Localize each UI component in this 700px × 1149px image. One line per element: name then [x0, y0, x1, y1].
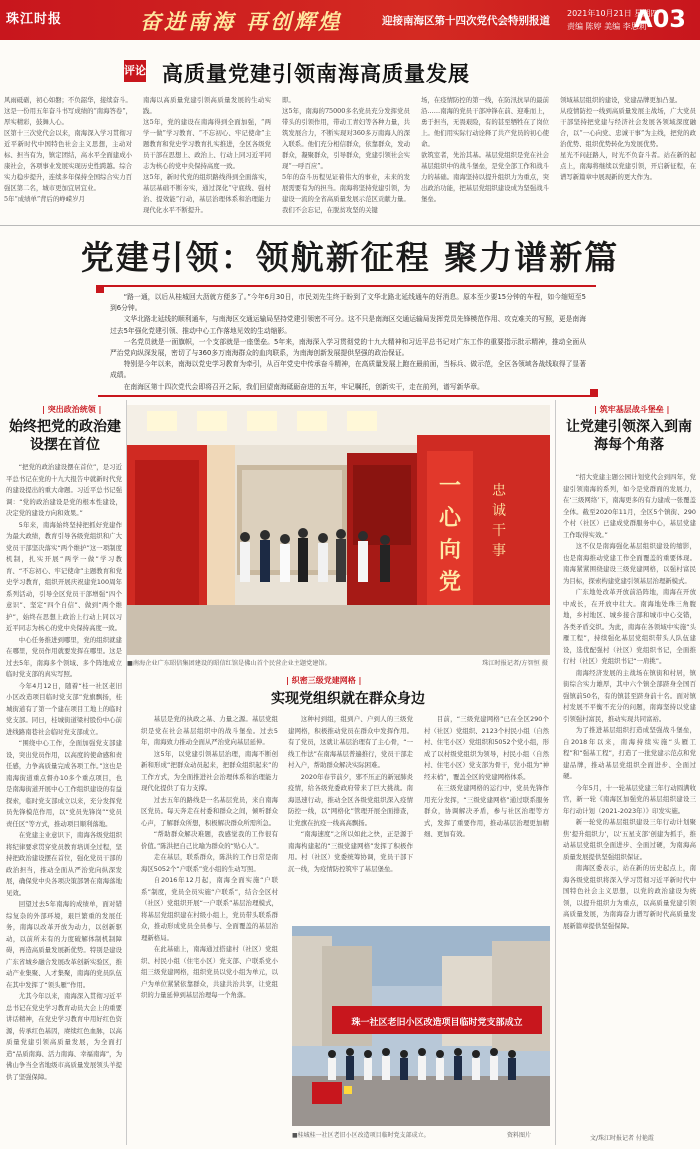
- lead-paragraph: 在南海区第十四次党代会即将召开之际，我们回望南海砥砺奋进的五年，牢记嘱托，创新实干，走在前列，谱写新华章。: [123, 382, 484, 391]
- lead-paragraph: 文华北路北延线的顺利通车，与南海区交通运输局坚持党建引领密不可分。这不只是南海区交通运输局发挥党员先锋模范作用、攻克难关的写照，更是南海过去5年强化党建引领、推动中心工作落地见效的生动缩影。: [110, 315, 586, 335]
- paragraph: 基层是党的执政之基、力量之源。基层党组织是党在社会基层组织中的战斗堡垒。过去5年，南海致力推动全面从严治党向基层延伸。: [141, 715, 278, 746]
- editors-line: 责编 陈婷 美编 李思莉: [567, 22, 647, 31]
- paragraph: 今年4月12日，随着“桂一社区老旧小区改造项目临时党支部”党旗飘扬，桂城街道有了第一个建在项目工地上的临时党支部。同日，桂城街道梁村股份中心前进线路南巷社会临时党支部成立。: [6, 681, 122, 736]
- paragraph: 2020年春节前夕，邪不压正的新冠肺炎疫情，给各级党委政府带来了巨大挑战。南海迅速行动，推动全区各级党组织深入疫情防控一线，以“网格化”管理开展全面排查，让党旗在抗疫一线高高飘扬。: [288, 772, 413, 827]
- main-photo: [127, 405, 550, 655]
- right-section-body: [563, 472, 696, 1132]
- left-section-body: [6, 462, 122, 1144]
- left-section-kicker: | 突出政治统领 |: [42, 405, 102, 414]
- lead-paragraph: 一名党员就是一面旗帜，一个支部就是一座堡垒。5年来，南海深入学习贯彻党的十九大精神和习近平总书记对广东工作的重要指示批示精神，推动全面从严治党向纵深发展，密切了与360多万南海群众的血肉联系，为南海创新发展提供坚强的政治保证。: [110, 337, 586, 358]
- paragraph: 中心任务推进到哪里，党的组织就建在哪里，党员作用就要发挥在哪里。这是过去5年，南海多个领域、多个阵地成立临时党支部的真实写照。: [6, 635, 122, 678]
- small-photo-credit: 资料图片: [507, 1132, 532, 1139]
- right-section-title: 让党建引领深入到南海每个角落: [566, 419, 692, 453]
- commentary-column-5: 领域基层组织的建设，党建品牌更加凸显。 从疫情防控一线到高质量发展主战场，广大党员干部坚持把党建与经济社会发展各领域深度融合，以“一心向党、忠诚干事”为主线，把党的政治优势、组织优势转化为发展优势。 星光不问赶路人，时光不负奋斗者。站在新的起点上，南海将继续以党建引领，开启新征程，在谱写新篇章中展现新的更大作为。: [560, 96, 696, 181]
- paragraph: 在党建主业意识下，南海各级党组织将纪律要求贯穿党员教育培训全过程，坚持把政治建设摆在首位，强化党员干部的政治担当，推动全面从严治党向纵深发展，确保党中央各项决策部署在南海落地见效。: [6, 831, 122, 897]
- issue-date: 2021年10月21日 星期四: [567, 9, 659, 18]
- lead-paragraphs: [110, 292, 586, 393]
- paragraph: “招大党建主题公园计划党代会到四年，党建引领南海的系列，如今是党群面的发展力，在‘三级网络’下，南海更多的有力建成一张覆盖全体。截至2020年11月，全区5个镇街、290个村（社区）已建成党群服务中心，基层党建工作取得实效。”: [563, 473, 696, 539]
- paragraph: 今年5月，十一轮基层党建三年行动圆满收官，新一轮《南海区加强党的基层组织建设三年行动计划（2021-2023年）》印发实施。: [563, 783, 696, 815]
- banner-char: 事: [492, 543, 506, 559]
- paragraph: 5年来，南海始终坚持把抓好党建作为最大政绩，教育引导各级党组织和广大党员干部坚决落实“两个维护”这一项制度机制，扎实开展“两学一做”学习教育、“不忘初心、牢记使命”主题教育和党史学习教育，组织开展庆祝建党100周年系列活动，引导全区党员干部增强“四个意识”、坚定“四个自信”、做到“两个维护”，始终在思想上政治上行动上同以习近平同志为核心的党中央保持高度一致。: [6, 520, 122, 632]
- banner-char: 诚: [492, 503, 506, 519]
- section-divider: [0, 225, 700, 226]
- commentary-column-4: 场，在疫情防控的第一线，在防汛抗旱的最前沿……南海的党员干部冲锋在前、迎难而上，勇于担当，无畏艰险，有的甚至牺牲在了岗位上。他们用实际行动诠释了共产党员的初心使命。 欲筑室者，先治其基。基层党组织是党在社会基层组织中的战斗堡垒，是党全部工作和战斗力的基础。南海坚持以提升组织力为重点，突出政治功能，把基层党组织建设成为坚强战斗堡垒。: [421, 96, 549, 203]
- masthead-bar: [0, 0, 700, 40]
- paragraph: “帮助群众解决难题，我感觉我的工作很有价值。”陈洪把自己比喻为群众的“贴心人”。: [141, 830, 278, 850]
- special-report-label: 迎接南海区第十四次党代会特别报道: [382, 15, 550, 27]
- banner-char: 向: [438, 537, 462, 563]
- paragraph: 这5年，以党建引领基层治理，南海不断创新和形成“把群众动员起来，把群众组织起来”的工作方式，为全面推进社会治理体系和治理能力现代化提供了有力支撑。: [141, 749, 278, 792]
- paragraph: “把党的政治建设摆在首位”，是习近平总书记在党的十九大报告中就新时代党的建设提出的重大命题。习近平总书记强调：“党的政治建设是党的根本性建设，决定党的建设方向和效果。”: [6, 463, 122, 517]
- commentary-title: 高质量党建引领南海高质量发展: [162, 61, 470, 86]
- paragraph: “围绕中心工作，全面加强党支部建设，突出党员作用，以高度的使命感和责任感，力争高质量完成各项工作。”这也是南海街道重点督办10多个重点项目，也是南海街道开展中心工作组织建设的有益探索，临时党支部成立以来，充分发挥党员先锋模范作用，以“党员先锋岗”“党员责任区”等方式，推动项目顺利落地。: [6, 739, 122, 828]
- column-rule: [555, 400, 556, 1145]
- paragraph: 回望过去5年南海的成绩单，面对错综复杂的外部环境，艰巨繁重的发展任务，南海以改革开放为动力，以创新驱动，以前所未有的力度破解体制机制障碍，再造高质量发展新优势。特别是建设广东省城乡融合发展改革创新实验区，推动产业集聚、人才集聚，南海的党员队伍在其中发挥了“领头雁”作用。: [6, 900, 122, 989]
- paragraph: 过去五年的路线是一名基层党员，来自南海区党员。每天奔走在村委和群众之间，倾听群众心声，了解群众所想，积极解决群众所需所急。: [141, 795, 278, 827]
- main-photo-credit: 珠江时报记者/方智恒 摄: [482, 660, 548, 667]
- banner-char: 心: [438, 505, 462, 531]
- middle-section-body-2: [288, 714, 413, 920]
- commentary-column-2: 南海以高质量党建引领高质量发展的生动实践。 这5年，党的建设在南海得到全面加强，“两学一做”学习教育、“不忘初心、牢记使命”主题教育和党史学习教育扎实推进，全区各级党员干部在思想上、政治上、行动上同习近平同志为核心的党中央保持高度一致。 这5年，新时代党的组织路线得到全面落实，基层基础不断夯实，通过深化“守底线、强村治、提效能”行动，基层治理体系和治理能力现代化水平不断提升。: [143, 96, 271, 214]
- middle-section-title: 实现党组织就在群众身边: [271, 691, 425, 707]
- left-section-title: 始终把党的政治建设摆在首位: [9, 419, 121, 453]
- paragraph: 为了推进基层组织打造成坚强战斗堡垒，自2018年以来，南海持续实施“头雁工程”和“强基工程”，打造了一批党建示范点和党建品牌，推动基层党组织全面进步、全面过硬。: [563, 726, 696, 780]
- middle-section-kicker: | 织密三级党建网格 |: [286, 676, 362, 685]
- paragraph: 新一轮党的基层组织建设三年行动计划聚焦‘提升组织力’，以‘五星支部’创建为抓手，推动基层党组织全面进步、全面过硬，为南海高质量发展提供坚强组织保证。: [563, 818, 696, 861]
- header-slogan: 奋进南海 再创辉煌: [140, 9, 343, 34]
- banner-char: 干: [492, 523, 506, 539]
- article-byline: 文/珠江时报记者 付艳霞: [590, 1135, 654, 1142]
- paragraph: 南海区委表示，站在新的历史起点上，南海各级党组织将深入学习贯彻习近平新时代中国特色社会主义思想，以党的政治建设为统领，以提升组织力为重点，以高质量党建引领高质量发展，为南海奋力谱写新时代高质量发展新篇章提供坚强保障。: [563, 864, 696, 930]
- commentary-badge: 评论: [124, 60, 146, 82]
- lead-paragraph: “路一通，以后从桂城回大沥就方便多了。”今年6月30日，市民刘先生终于盼到了文华北路北延线通车的好消息。原本至少要15分钟的车程，如今缩短至5到6分钟。: [110, 293, 586, 313]
- feature-headline: 党建引领：领航新征程 聚力谱新篇: [80, 238, 620, 277]
- paragraph: 这不仅是南海强化基层组织建设的缩影，也是南海推动党建工作全面覆盖的重要体现。南海紧紧围绕建设三级党建网格，以强村富民为目标，探索构建党建引领基层治理新模式。: [563, 542, 696, 585]
- paragraph: 广东地处改革开放前沿阵地，南海在开放中成长，在开放中壮大。南海地处珠三角腹地，乡村地区、城乡接合部和城市中心交错，各类矛盾交织。为此，南海在各领域中实施“头雁工程”，持续强化基层党组织带头人队伍建设，选优配强村（社区）党组织书记，全面推行村（社区）党组织书记“一肩挑”。: [563, 588, 696, 665]
- paragraph: 南海经济发展的主战场在镇街和村居，镇街综合实力雄厚，其中六个镇全部跻身全国百强镇前50名，有的镇甚至跻身前十名。面对镇村发展不平衡不充分的问题，南海坚持以党建引领强村富民，推动实现共同富裕。: [563, 668, 696, 723]
- lead-paragraph: 特别是今年以来，南海以党史学习教育为牵引，从百年党史中传承奋斗精神，在高质量发展上跑在最前面，当标兵、做示范，全区各领域各战线取得了显著成绩。: [110, 360, 586, 380]
- paragraph: 在三级党建网格的运行中，党员先锋作用充分发挥，“三级党建网格”通过联系服务群众，协调解决矛盾，参与社区治理等方式，发挥了重要作用，推动基层治理更加精细、更加有效。: [424, 784, 549, 838]
- paragraph: 在此基础上，南海通过搭建村（社区）党组织、村民小组（住宅小区）党支部、户联系党小组三级党建网格，组织党员以党小组为单元，以户为单位紧紧依靠群众，共建共治共享，让党组织的力量延伸到基层治理每一个角落。: [141, 945, 278, 999]
- commentary-column-3: 即。 这5年，南海的75000多名党员充分发挥党员带头的引领作用，带动工青妇等各种力量，共筑发展合力，不断实现对360多万南海人的深入联系。他们充分相信群众，依靠群众，发动群众，凝聚群众，引导群众，党建引领社会实现“一呼百应”。 5年的奋斗历程见证着伟大的事业，未来的发展需要有为的担当。南海将坚持党建引领，为建设一流的全省高质量发展示范区贡献力量。 我们不会忘记，在脱贫攻坚的关键: [282, 96, 410, 214]
- middle-section-body-3: [424, 714, 549, 920]
- small-photo-banner: 珠一社区老旧小区改造项目临时党支部成立: [351, 1018, 523, 1028]
- right-section-kicker: | 筑牢基层战斗堡垒 |: [594, 405, 670, 414]
- page-number: A03: [634, 5, 686, 33]
- paragraph: 目前，“三级党建网格”已在全区290个村（社区）党组织、2123个村民小组（自然村、住宅小区）党组织和5052个党小组，形成了以村级党组织为领导，村民小组（自然村、住宅小区）党支部为骨干，党小组为“神经末梢”，覆盖全区的党建网格体系。: [424, 715, 549, 781]
- paragraph: 自2016年12月起，南海全面实施“户联系”制度，党员全员实施“户联系”，结合全区村（社区）党组织开展“一户联系”基层治理模式，将基层党组织建在村级小组上，党员带头联系群众，推动形成党员全员参与、全面覆盖的基层治理新格局。: [141, 876, 278, 942]
- newspaper-logo: 珠江时报: [6, 12, 63, 27]
- main-photo-caption: ■南海企业广东昭信集团建设的昭信红馆是佛山首个民营企业主题党建馆。: [127, 660, 331, 667]
- middle-section-body-1: [141, 714, 278, 1126]
- paragraph: 尤其今年以来，南海深入贯彻习近平总书记在党史学习教育动员大会上的重要讲话精神，在党史学习教育中用好红色资源，传承红色基因，赓续红色血脉，以高质量党建引领高质量发展，为全面打造“品质南海、活力南海、幸福南海”，为佛山争当全省地级市高质量发展领头羊提供了坚强保障。: [6, 992, 122, 1081]
- banner-char: 一: [438, 473, 462, 499]
- paragraph: 走在基层，联系群众，陈洪的工作日常是南海区5052个“户联系”党小组的生动写照。: [141, 853, 278, 873]
- banner-char: 党: [438, 569, 462, 595]
- small-photo: [292, 926, 550, 1126]
- paragraph: 这种村到组，组到户、户到人的三级党建网格，积极推动党员在群众中发挥作用。有了党员，这就让基层治理有了主心骨，“一线工作法”在南海基层普遍推行，党员干部走村入户，帮助群众解决实际困难。: [288, 715, 413, 769]
- banner-char: 忠: [492, 483, 506, 499]
- commentary-column-1: 风雨砥砺，初心如磐；不负韶华，接续奋斗。 这是一份用五年奋斗书写成绩的“南海答卷”，厚实精彩，鼓舞人心。 区第十三次党代会以来，南海深入学习贯彻习近平新时代中国特色社会主义思想，主动对标、担当有为，镇定团结，高水平全面建成小康社会，各项事业发展实现历史性跨越。综合实力稳步提升，连续多年保持全国综合实力百强区第二名，城市更加宜居宜业。 5年“成绩单”背后的峥嵘岁月: [4, 96, 132, 203]
- paragraph: “南海速度”之所以如此之快，正是源于南海构建起的“三级党建网格”发挥了积极作用。村（社区）党委统筹协调，党员干部下沉一线，为疫情防控筑牢了基层堡垒。: [288, 830, 413, 873]
- small-photo-caption: ■桂城桂一社区老旧小区改造项目临时党支部成立。: [292, 1132, 430, 1139]
